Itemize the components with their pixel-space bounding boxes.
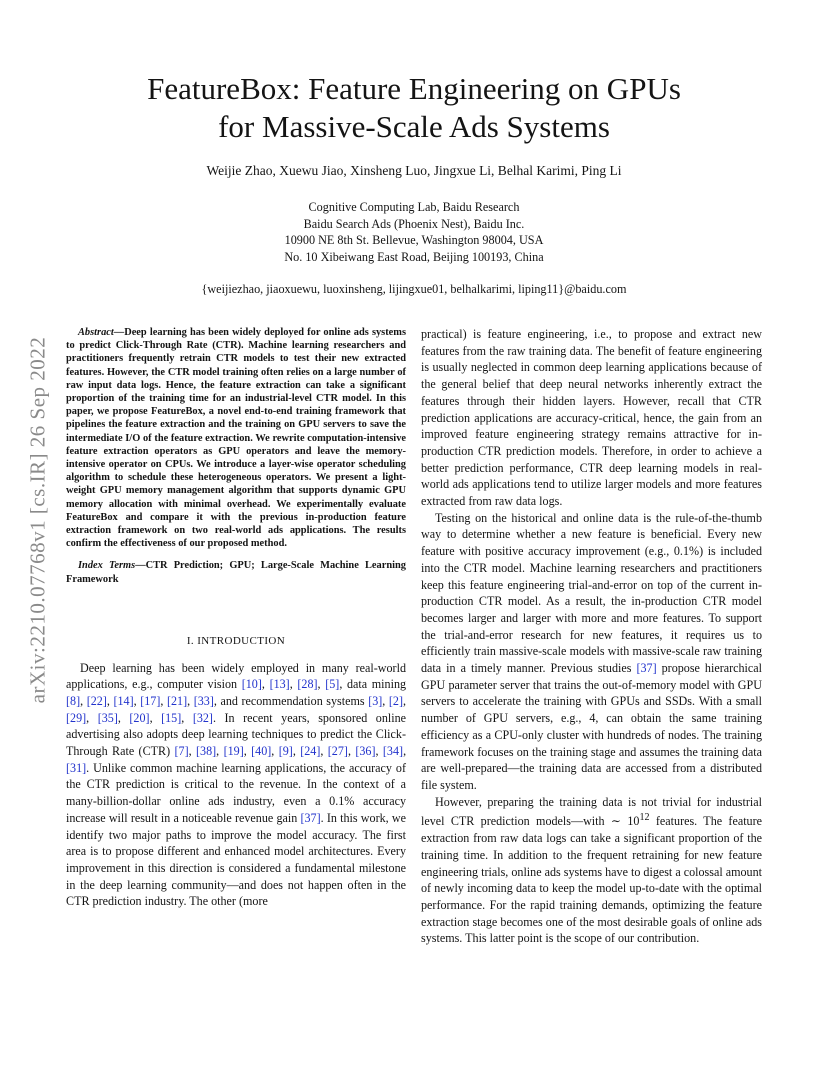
body-text: , and recommendation systems (213, 693, 369, 708)
affiliation-line: Baidu Search Ads (Phoenix Nest), Baidu Inc. (303, 216, 525, 231)
index-terms-label: Index Terms (78, 560, 136, 572)
citation-link[interactable]: [10] (241, 677, 262, 692)
citation-link[interactable]: [19] (223, 744, 244, 759)
paper-title-line-2: for Massive-Scale Ads Systems (218, 109, 610, 144)
abstract-text: —Deep learning has been widely deployed for online ads systems to predict Click-Through Rate (CTR). Machine learning researchers and practitioners frequently retrain CTR models to test their new extracted features. However, the CTR model training often relies on a large number of raw input data logs. Hence, the feature extraction can take a significant proportion of the training time for an industrial-level CTR model. In this paper, we propose FeatureBox, a novel end-to-end training framework that pipelines the feature extraction and the training on GPU servers to save the intermediate I/O of the feature extraction. We rewrite computation-intensive feature extraction operators as GPU operators and leave the memory-intensive operator on CPUs. We introduce a layer-wise operator scheduling algorithm to schedule these heterogeneous operators. We present a light-weight GPU memory management algorithm that supports dynamic GPU memory allocation with minimal overhead. We experimentally evaluate FeatureBox and compare it with the previous in-production feature extraction framework on two real-world ads applications. The results confirm the effectiveness of our proposed method. (66, 327, 406, 550)
author-emails: {weijiezhao, jiaoxuewu, luoxinsheng, lijingxue01, belhalkarimi, liping11}@baidu.com (201, 282, 627, 296)
citation-link[interactable]: [40] (251, 744, 272, 759)
affiliation-line: No. 10 Xibeiwang East Road, Beijing 100193, China (284, 249, 544, 264)
citation-link[interactable]: [28] (297, 677, 318, 692)
body-text: . Unlike common machine learning applications, the accuracy of the CTR prediction is critical to the revenue. In the context of a many-billion-dollar online ads industry, even a 0.1% accuracy increase will result in a noticeable revenue gain (66, 760, 406, 825)
citation-link[interactable]: [15] (161, 710, 182, 725)
citation-link[interactable]: [22] (86, 693, 107, 708)
left-column (66, 326, 406, 910)
citation-link[interactable]: [8] (66, 693, 81, 708)
intro-paragraph-1: Deep learning has been widely employed in many real-world applications, e.g., computer vision [10], [13], [28], [5], data mining [8], [22], [14], [17], [21], [33], and recommendation systems [3], [2], [29], [35], [20], [15], [32]. In recent years, sponsored online advertising also adopts deep learning techniques to predict the Click-Through Rate (CTR) [7], [38], [19], [40], [9], [24], [27], [36], [34], [31]. Unlike common machine learning applications, the accuracy of the CTR prediction is critical to the revenue. In the context of a many-billion-dollar online ads industry, even a 0.1% accuracy increase will result in a noticeable revenue gain [37]. In this work, we identify two major paths to improve the model accuracy. The first area is to propose different and enhanced model architectures. Every improvement in this direction is considered a fundamental milestone in the deep learning community—and does not happen often in the CTR prediction industry. The other (more (66, 660, 407, 909)
citation-link[interactable]: [27] (327, 744, 348, 759)
abstract (66, 326, 406, 550)
citation-link[interactable]: [32] (192, 710, 213, 725)
index-terms (66, 559, 406, 585)
citation-link[interactable]: [14] (113, 693, 134, 708)
arxiv-identifier-stamp: arXiv:2210.07768v1 [cs.IR] 26 Sep 2022 (25, 336, 50, 704)
body-text: However, preparing the training data is not trivial for industrial level CTR prediction models—with ∼ 10 (421, 794, 762, 829)
citation-link[interactable]: [17] (140, 693, 161, 708)
citation-link[interactable]: [37] (636, 661, 657, 676)
citation-link[interactable]: [31] (66, 760, 87, 775)
body-text: propose hierarchical GPU parameter server that trains the out-of-memory model with GPU servers to accelerate the training with GPUs and SSDs. With a small number of GPU servers, e.g., 4, can obtain the same training efficiency as a CPU-only cluster with hundreds of nodes. The training framework focuses on the training stage and assumes the training data are well-prepared—the training data are accessed from a distributed file system. (421, 661, 762, 792)
affiliation-block (100, 199, 728, 265)
index-terms-text: —CTR Prediction; GPU; Large-Scale Machine Learning Framework (66, 560, 406, 585)
citation-link[interactable]: [7] (174, 744, 189, 759)
right-column (421, 326, 762, 947)
section-heading-introduction: I. INTRODUCTION (186, 634, 286, 647)
citation-link[interactable]: [13] (269, 677, 290, 692)
citation-link[interactable]: [20] (129, 710, 150, 725)
affiliation-line: Cognitive Computing Lab, Baidu Research (308, 200, 520, 214)
body-text: . In this work, we identify two major paths to improve the model accuracy. The first area is to propose different and enhanced model architectures. Every improvement in this direction is considered a fundamental milestone in the deep learning community—and does not happen often in the CTR prediction industry. The other (more (66, 810, 406, 909)
citation-link[interactable]: [29] (66, 710, 87, 725)
citation-link[interactable]: [38] (196, 744, 217, 759)
body-text: . In recent years, sponsored online advertising also adopts deep learning techniques to predict the Click-Through Rate (CTR) (66, 710, 407, 759)
abstract-label: Abstract (78, 327, 114, 338)
citation-link[interactable]: [21] (166, 693, 188, 708)
body-text: Testing on the historical and online data is the rule-of-the-thumb way to determine whether a new feature is beneficial. Every new feature with positive accuracy improvement (e.g., 0.1%) is included into the CTR model. Machine learning researchers and practitioners keep this feature engineering trial-and-error on top of the current in-production CTR model. As a result, the in-production CTR model becomes larger and larger with more and more features. To support the trial-and-error research for new features, it requires us to efficiently train massive-scale models with massive-scale raw training data in a timely manner. Previous studies (421, 510, 762, 676)
citation-link[interactable]: [33] (193, 693, 214, 708)
body-text: Deep learning has been widely employed in many real-world applications, e.g., computer vision (66, 660, 406, 692)
citation-link[interactable]: [37] (300, 810, 321, 825)
exponent: 12 (639, 812, 650, 824)
citation-link[interactable]: [34] (382, 744, 404, 759)
affiliation-line: 10900 NE 8th St. Bellevue, Washington 98004, USA (284, 233, 544, 248)
intro-paragraph-3 (421, 794, 762, 947)
citation-link[interactable]: [24] (300, 744, 321, 759)
citation-link[interactable]: [3] (368, 693, 383, 708)
citation-link[interactable]: [2] (388, 693, 403, 708)
author-list: Weijie Zhao, Xuewu Jiao, Xinsheng Luo, Jingxue Li, Belhal Karimi, Ping Li (206, 163, 622, 178)
paper-title-line-1: FeatureBox: Feature Engineering on GPUs (147, 71, 681, 106)
body-text: features. The feature extraction from raw data logs can take a significant proportion of the training time. In addition to the frequent retraining for new feature engineering trials, online ads systems have to digest a colossal amount of newly incoming data to keep the model up-to-date with the optimal performance. For the rapid training demands, optimizing the feature extraction stage becomes one of the most desirable goals of online ads systems. This latter point is the scope of our contribution. (421, 814, 763, 946)
paper-title (100, 70, 728, 146)
citation-link[interactable]: [35] (97, 710, 118, 725)
intro-paragraph-2 (421, 510, 762, 794)
citation-link[interactable]: [5] (325, 677, 340, 692)
body-text: , data mining (339, 677, 407, 692)
citation-link[interactable]: [9] (278, 744, 293, 759)
citation-link[interactable]: [36] (355, 744, 376, 759)
intro-paragraph-1-continued: practical) is feature engineering, i.e., to propose and extract new features from the raw training data. The benefit of feature engineering is usually neglected in common deep learning applications because of the general belief that deep neural networks inherently extract the features through their hidden layers. However, recall that CTR prediction applications are accuracy-critical, hence, the gain from an improved feature engineering strategy remains attractive for in-production CTR prediction models. Therefore, in order to achieve a better prediction performance, CTR deep learning models in real-world ads applications tend to utilize larger models and more features extracted from raw data logs. (421, 327, 762, 509)
